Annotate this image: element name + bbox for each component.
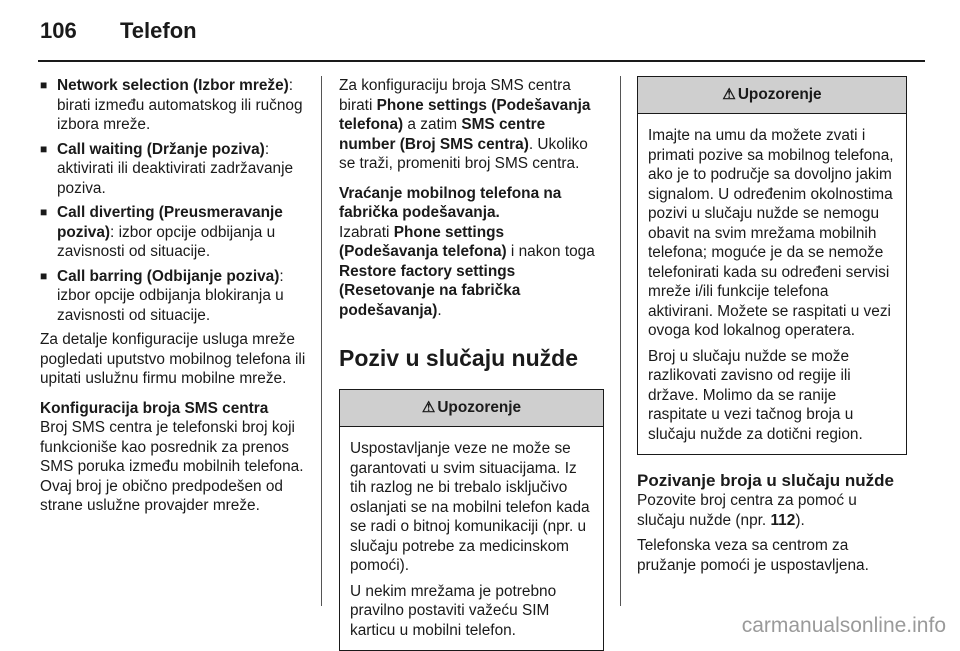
sms-centre-paragraph: Broj SMS centra je telefonski broj koji funkcioniše kao posrednik za prenos SMS poruka između mobilnih telefona. Ovaj broj je obično predpodešen od strane uslužne provajder mreže. bbox=[40, 419, 304, 514]
warning-box bbox=[339, 389, 604, 651]
menu-term: Restore factory settings (Resetovanje na fabrička podešavanja) bbox=[339, 262, 521, 319]
warning-title: Upozorenje bbox=[437, 399, 522, 417]
menu-term: SMS centre number (Broj SMS centra) bbox=[339, 116, 546, 153]
text-run: i nakon toga bbox=[506, 243, 595, 260]
warning-triangle-icon: ⚠ bbox=[722, 86, 736, 104]
text-run: Pozovite broj centra za pomoć u slučaju nužde (npr. bbox=[637, 492, 857, 529]
bullet-square-icon: ■ bbox=[40, 205, 48, 219]
header-rule bbox=[38, 60, 925, 62]
bullet-text: : izbor opcije odbijanja u zavisnosti od situacije. bbox=[57, 223, 276, 260]
bullet-square-icon: ■ bbox=[40, 78, 48, 92]
bullet-text: : birati između automatskog ili ručnog izbora mreže. bbox=[57, 77, 303, 133]
warning-paragraph: Broj u slučaju nužde se može razlikovati zavisno od regije ili države. Molimo da se ranije raspitate u vezi tačnog broja u slučaju nužde za dotični region. bbox=[648, 347, 863, 443]
menu-term: Phone settings (Podešavanja telefona) bbox=[339, 96, 591, 133]
column-2 bbox=[339, 76, 604, 651]
warning-paragraph: U nekim mrežama je potrebno pravilno postaviti važeću SIM karticu u mobilni telefon. bbox=[350, 582, 557, 639]
text-run: ). bbox=[795, 511, 805, 529]
bullet-term: Call barring (Odbijanje poziva) bbox=[57, 267, 280, 285]
factory-reset-heading-text: Vraćanje mobilnog telefona na fabrička podešavanja. bbox=[339, 184, 562, 221]
warning-header bbox=[340, 390, 603, 427]
bullet-item-call-barring bbox=[40, 267, 312, 326]
warning-paragraph: Uspostavljanje veze ne može se garantovati u svim situacijama. Iz tih razlog ne bi trebalo isključivo oslanjati se na mobilni telefon kada se radi o bitnoj komunikaciji (npr. u slučaju potrebe za medicinskom pomoći). bbox=[350, 440, 590, 574]
sms-centre-heading bbox=[40, 399, 312, 419]
text-run: a zatim bbox=[403, 116, 462, 133]
warning-box bbox=[637, 76, 907, 455]
warning-triangle-icon: ⚠ bbox=[421, 399, 436, 417]
emergency-number-paragraph bbox=[637, 491, 907, 530]
bullet-item-network-selection bbox=[40, 76, 312, 135]
bullet-square-icon: ■ bbox=[40, 268, 48, 283]
bullet-term: Network selection (Izbor mreže) bbox=[57, 77, 289, 94]
warning-body bbox=[340, 427, 603, 650]
bullet-term: Call diverting (Preusmeravanje poziva) bbox=[57, 204, 283, 241]
warning-body bbox=[638, 114, 906, 454]
text-run: Za konfiguraciju broja SMS centra birati bbox=[339, 77, 571, 114]
column-3 bbox=[637, 76, 907, 575]
emergency-number: 112 bbox=[770, 511, 796, 529]
warning-title: Upozorenje bbox=[737, 86, 822, 104]
bullet-text: : aktivirati ili deaktivirati zadržavanje poziva. bbox=[57, 140, 294, 197]
column-separator-1 bbox=[321, 76, 322, 606]
column-separator-2 bbox=[620, 76, 621, 606]
bullet-text: : izbor opcije odbijanja blokiranja u zavisnosti od situacije. bbox=[57, 267, 284, 324]
page-header bbox=[40, 18, 197, 44]
section-title: Poziv u slučaju nužde bbox=[339, 345, 578, 371]
factory-reset-paragraph bbox=[339, 223, 604, 321]
connection-paragraph: Telefonska veza sa centrom za pružanje pomoći je uspostavljena. bbox=[637, 537, 869, 574]
bullet-item-call-diverting bbox=[40, 203, 312, 262]
text-run: . Ukoliko se traži, promeniti broj SMS centra. bbox=[339, 135, 588, 172]
page-number: 106 bbox=[40, 18, 77, 43]
bullet-item-call-waiting bbox=[40, 140, 312, 199]
warning-header bbox=[638, 77, 906, 114]
bullet-square-icon: ■ bbox=[40, 141, 48, 156]
warning-paragraph: Imajte na umu da možete zvati i primati pozive sa mobilnog telefona, ako je to područje sa dovoljno jakim signalom. U određenim okolnostima pozivi u slučaju nužde se nemogu obavit na svim mrežama mobilnih telefona; moguće je da se nemože telefonirati kada su određeni servisi mreže i/ili funkcije telefona aktivirani. Možete se raspitati u vezi ovoga kod lokalnog operatera. bbox=[648, 127, 894, 339]
bullet-term: Call waiting (Držanje poziva) bbox=[57, 140, 265, 158]
emergency-call-subheading: Pozivanje broja u slučaju nužde bbox=[637, 471, 894, 490]
page-title: Telefon bbox=[120, 18, 197, 43]
sms-centre-heading-text: Konfiguracija broja SMS centra bbox=[40, 399, 269, 417]
network-config-paragraph: Za detalje konfiguracije usluga mreže pogledati uputstvo mobilnog telefona ili upitati uslužnu firmu mobilne mreže. bbox=[40, 331, 306, 387]
column-1 bbox=[40, 76, 312, 516]
text-run: . bbox=[437, 301, 442, 319]
menu-term: Phone settings (Podešavanja telefona) bbox=[339, 223, 507, 260]
sms-config-paragraph bbox=[339, 76, 604, 174]
factory-reset-heading bbox=[339, 184, 604, 223]
watermark: carmanualsonline.info bbox=[741, 614, 946, 637]
text-run: Izabrati bbox=[339, 223, 394, 241]
